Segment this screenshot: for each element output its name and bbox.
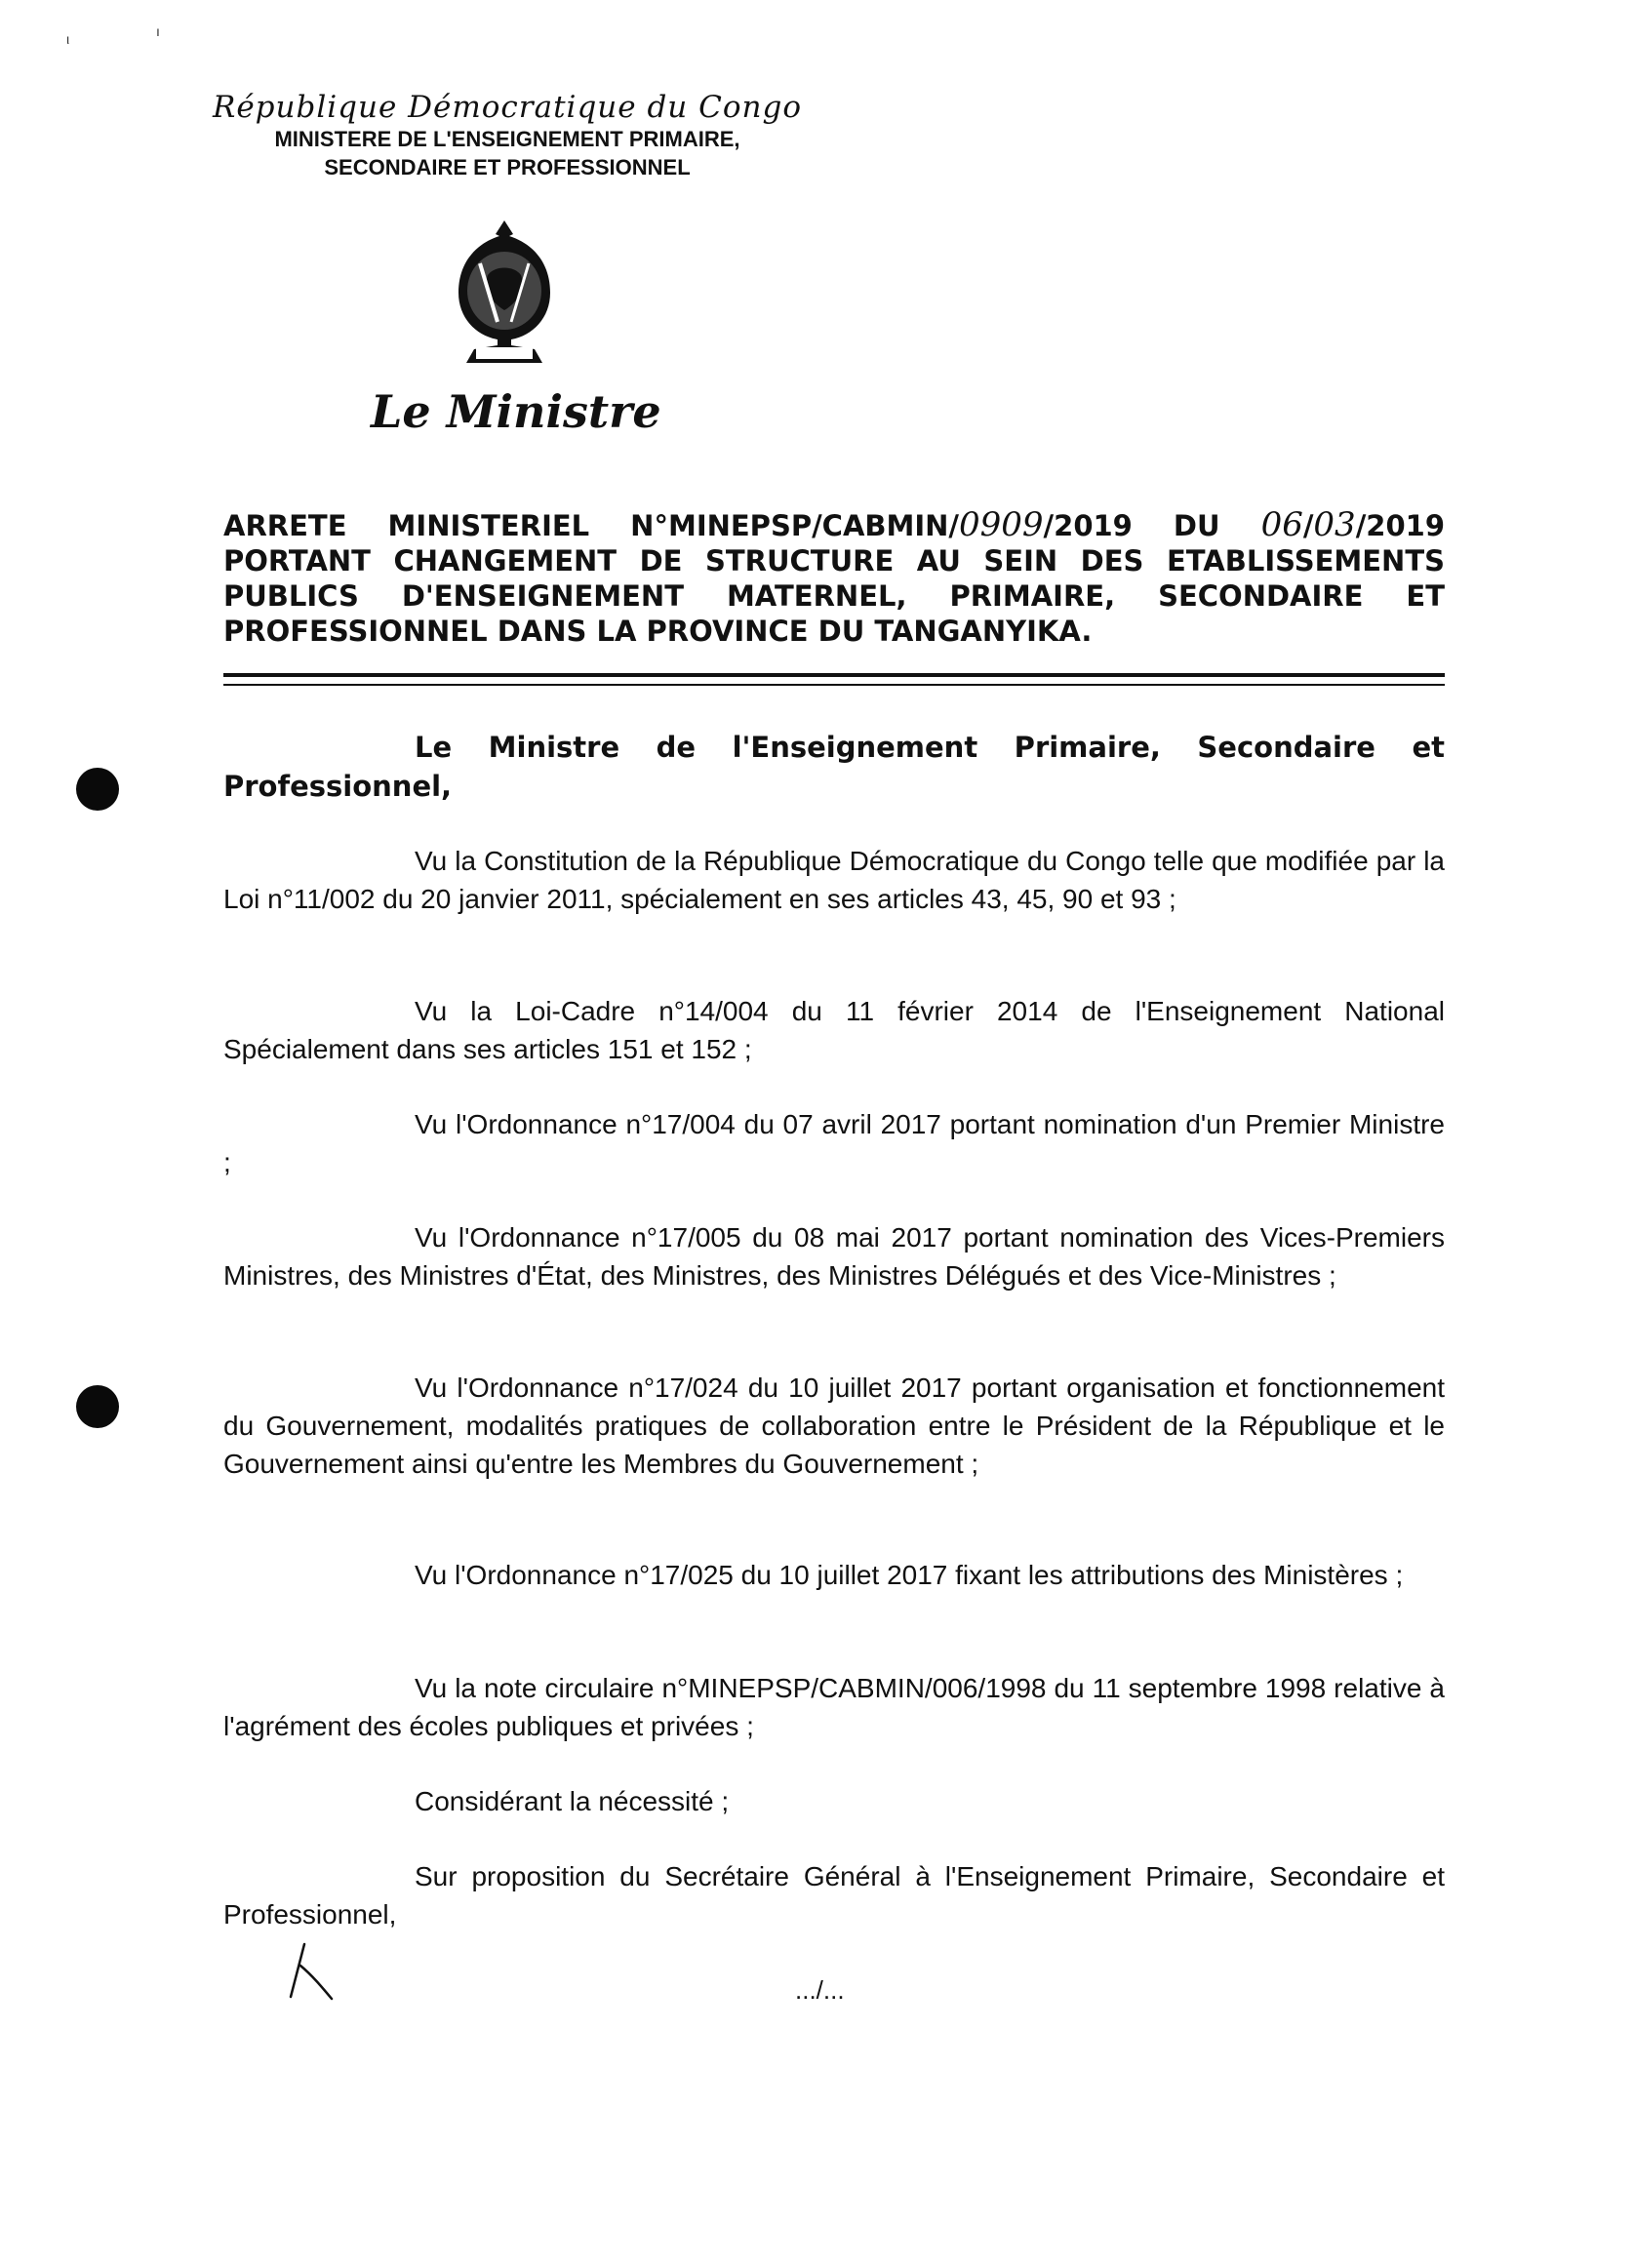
corner-mark-left: ι — [66, 31, 70, 47]
paragraph-ordonnance-17-024: Vu l'Ordonnance n°17/024 du 10 juillet 2017 portant organisation et fonctionnement du Gouvernement, modalités pratiques de collaboration entre le Président de la République et le Gouvernement ainsi qu'entre les Membres du Gouvernement ; — [223, 1373, 1445, 1479]
paragraph-considerant: Considérant la nécessité ; — [415, 1786, 730, 1816]
decree-title-middle: /2019 DU — [1043, 509, 1261, 542]
decree-title-prefix: ARRETE MINISTERIEL N°MINEPSP/CABMIN/ — [223, 509, 960, 542]
decree-date-separator: / — [1302, 509, 1314, 542]
decree-year: /2019 — [1355, 509, 1445, 542]
decree-title — [223, 507, 1445, 649]
paragraph-ordonnance-17-005: Vu l'Ordonnance n°17/005 du 08 mai 2017 portant nomination des Vices-Premiers Ministres, des Ministres d'État, des Ministres, des Ministres Délégués et des Vice-Ministres ; — [223, 1222, 1445, 1291]
republic-name: République Démocratique du Congo — [212, 90, 802, 125]
paragraph-loi-cadre: Vu la Loi-Cadre n°14/004 du 11 février 2014 de l'Enseignement National Spécialement dans ses articles 151 et 152 ; — [223, 996, 1445, 1064]
decree-title-subject: PORTANT CHANGEMENT DE STRUCTURE AU SEIN DES ETABLISSEMENTS PUBLICS D'ENSEIGNEMENT MATERNEL, PRIMAIRE, SECONDAIRE ET PROFESSIONNEL DANS LA PROVINCE DU TANGANYIKA. — [223, 544, 1445, 648]
paragraph-note-circulaire: Vu la note circulaire n°MINEPSP/CABMIN/006/1998 du 11 septembre 1998 relative à l'agrément des écoles publiques et privées ; — [223, 1673, 1445, 1741]
minister-intro: Le Ministre de l'Enseignement Primaire, Secondaire et Professionnel, — [223, 731, 1445, 803]
ministry-line-2: SECONDAIRE ET PROFESSIONNEL — [324, 155, 691, 179]
punch-hole-bottom — [76, 1385, 119, 1428]
paragraph-ordonnance-17-004: Vu l'Ordonnance n°17/004 du 07 avril 2017 portant nomination d'un Premier Ministre ; — [223, 1109, 1445, 1177]
minister-heading: Le Ministre — [371, 385, 661, 438]
title-rule-thick — [223, 673, 1445, 677]
decree-day-handwritten: 06 — [1260, 505, 1303, 544]
title-rule-thin — [223, 684, 1445, 686]
paragraph-proposition: Sur proposition du Secrétaire Général à l'Enseignement Primaire, Secondaire et Professionnel, — [223, 1861, 1445, 1930]
corner-mark-right: ı — [156, 23, 160, 39]
paragraph-ordonnance-17-025: Vu l'Ordonnance n°17/025 du 10 juillet 2017 fixant les attributions des Ministères ; — [415, 1560, 1404, 1590]
letterhead — [195, 90, 819, 181]
coat-of-arms-icon — [441, 217, 568, 363]
punch-hole-top — [76, 768, 119, 811]
decree-month-handwritten: 03 — [1313, 505, 1356, 544]
decree-number-handwritten: 0909 — [959, 505, 1044, 544]
paragraph-constitution: Vu la Constitution de la République Démocratique du Congo telle que modifiée par la Loi n°11/002 du 20 janvier 2011, spécialement en ses articles 43, 45, 90 et 93 ; — [223, 846, 1445, 914]
ministry-line-1: MINISTERE DE L'ENSEIGNEMENT PRIMAIRE, — [274, 127, 740, 151]
page-continuation-mark: .../... — [795, 1975, 845, 2005]
handwritten-initial — [283, 1936, 341, 2005]
